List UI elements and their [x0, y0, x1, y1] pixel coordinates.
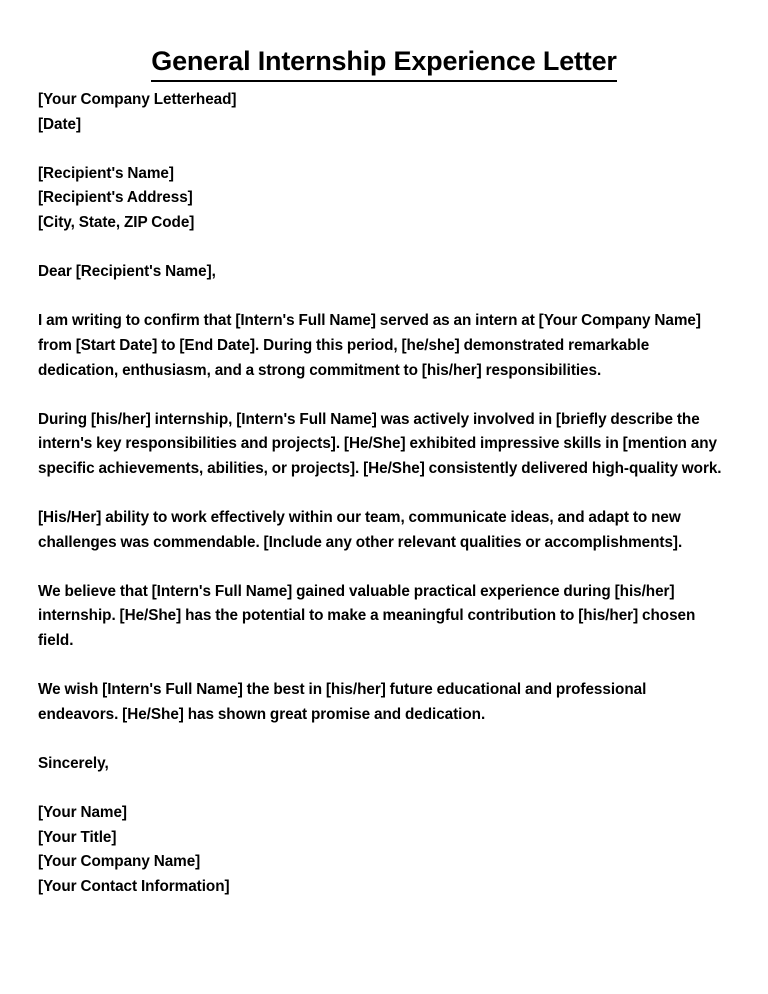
page-title: [0, 46, 768, 82]
body-paragraph-3: [38, 506, 744, 555]
letter-body: [38, 88, 744, 900]
recipient-block: [38, 162, 744, 236]
body-paragraph-2-text: During [his/her] internship, [Intern's Full Name] was actively involved in [briefly describe the intern's key responsibilities and projects]. [He/She] exhibited impressive skills in [mention any specific achievements, abilities, or projects]. [He/She] consistently delivered high-quality work.: [38, 410, 722, 477]
body-paragraph-4-text: We believe that [Intern's Full Name] gained valuable practical experience during [his/her] internship. [He/She] has the potential to make a meaningful contribution to [his/her] chosen field.: [38, 582, 696, 650]
page-title-text: General Internship Experience Letter: [151, 46, 616, 82]
date-line: [Date]: [38, 115, 82, 133]
body-paragraph-4: [38, 580, 744, 654]
body-paragraph-5: [38, 678, 744, 727]
recipient-city-state-zip-line: [City, State, ZIP Code]: [38, 213, 195, 231]
closing-block: [38, 752, 744, 777]
signer-name-line: [Your Name]: [38, 804, 127, 822]
recipient-name-line: [Recipient's Name]: [38, 164, 174, 182]
body-paragraph-2: [38, 408, 744, 482]
salutation-block: [38, 260, 744, 285]
signer-title-line: [Your Title]: [38, 828, 117, 846]
body-paragraph-1: [38, 309, 744, 383]
company-letterhead-line: [Your Company Letterhead]: [38, 91, 237, 108]
signer-company-line: [Your Company Name]: [38, 853, 201, 871]
salutation-line: Dear [Recipient's Name],: [38, 263, 216, 281]
body-paragraph-3-text: [His/Her] ability to work effectively within our team, communicate ideas, and adapt to new challenges was commendable. [Include any other relevant qualities or accomplishments].: [38, 509, 683, 551]
letterhead-block: [38, 88, 744, 137]
recipient-address-line: [Recipient's Address]: [38, 189, 193, 207]
body-paragraph-1-text: I am writing to confirm that [Intern's Full Name] served as an intern at [Your Company Name] from [Start Date] to [End Date]. During this period, [he/she] demonstrated remarkable dedication, enthusiasm, and a strong commitment to [his/her] responsibilities.: [38, 312, 701, 379]
signer-contact-line: [Your Contact Information]: [38, 878, 230, 895]
closing-line: Sincerely,: [38, 755, 109, 773]
signature-block: [38, 801, 744, 899]
body-paragraph-5-text: We wish [Intern's Full Name] the best in [his/her] future educational and professional endeavors. [He/She] has shown great promise and dedication.: [38, 681, 647, 723]
